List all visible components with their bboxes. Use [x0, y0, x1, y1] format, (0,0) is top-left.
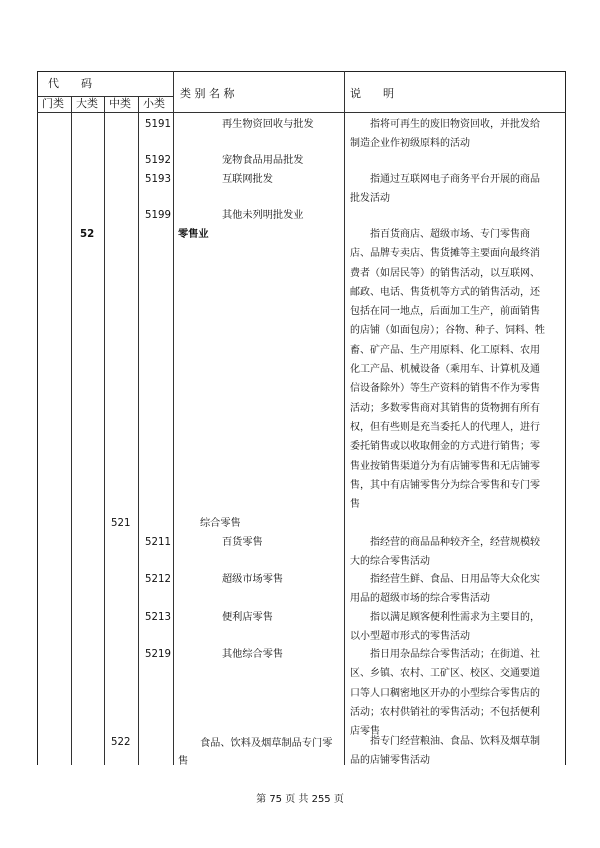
category-name: 食品、饮料及烟草制品专门零售 [178, 738, 333, 767]
category-desc: 指将可再生的废旧物资回收，并批发给制造企业作初级原料的活动 [350, 119, 540, 150]
category-desc: 指专门经营粮油、食品、饮料及烟草制品的店铺零售活动 [350, 736, 540, 767]
category-name: 综合零售 [200, 518, 241, 529]
code-zhong: 522 [111, 737, 131, 748]
category-desc: 指日用杂品综合零售活动；在街道、社区、乡镇、农村、工矿区、校区、交通要道口等人口稠密地区开办的小型综合零售店的活动；农村供销社的零售活动；不包括便利店零售 [350, 649, 540, 738]
header-da: 大类 [76, 97, 98, 110]
col-divider [344, 71, 345, 765]
code-da: 52 [80, 229, 95, 240]
header-xiao: 小类 [143, 97, 165, 110]
header-name: 类 别 名 称 [180, 87, 235, 100]
page-number: 第 75 页 共 255 页 [256, 794, 344, 805]
category-name: 零售业 [178, 229, 209, 240]
code-xiao: 5191 [145, 119, 171, 130]
code-xiao: 5212 [145, 574, 171, 585]
category-desc: 指百货商店、超级市场、专门零售商店、品牌专卖店、售货摊等主要面向最终消费者（如居民等）的销售活动，以互联网、邮政、电话、售货机等方式的销售活动，还包括在同一地点，后面加工生产，前面销售的店铺（如面包房）；谷物、种子、饲料、牲畜、矿产品、生产用原料、化工原料、农用化工产品、机械设备（乘用车、计算机及通信设备除外）等生产资料的销售不作为零售活动；多数零售商对其销售的货物拥有所有权，但有些则是充当委托人的代理人，进行委托销售或以收取佣金的方式进行销售；零售业按销售渠道分为有店铺零售和无店铺零售，其中有店铺零售分为综合零售和专门零售 [350, 229, 545, 511]
header-code: 代 码 [48, 77, 92, 90]
col-divider [71, 96, 72, 765]
code-xiao: 5213 [145, 612, 171, 623]
code-zhong: 521 [111, 518, 131, 529]
code-xiao: 5192 [145, 155, 171, 166]
header-men: 门类 [42, 97, 64, 110]
category-name: 其他综合零售 [222, 649, 284, 660]
category-name: 便利店零售 [222, 612, 273, 623]
col-divider [173, 71, 174, 765]
header-bottom-line [37, 112, 566, 113]
category-desc: 指经营生鲜、食品、日用品等大众化实用品的超级市场的综合零售活动 [350, 574, 540, 605]
code-xiao: 5211 [145, 537, 171, 548]
code-xiao: 5219 [145, 649, 171, 660]
col-divider [104, 96, 105, 765]
category-desc: 指经营的商品品种较齐全，经营规模较大的综合零售活动 [350, 537, 540, 568]
category-name: 宠物食品用品批发 [222, 155, 304, 166]
category-name: 再生物资回收与批发 [222, 119, 314, 130]
category-name: 其他未列明批发业 [222, 210, 304, 221]
category-name: 百货零售 [222, 537, 263, 548]
category-name: 互联网批发 [222, 174, 273, 185]
header-zhong: 中类 [109, 97, 131, 110]
header-desc: 说 明 [350, 87, 394, 100]
category-desc: 指以满足顾客便利性需求为主要目的，以小型超市形式的零售活动 [350, 612, 540, 643]
category-desc: 指通过互联网电子商务平台开展的商品批发活动 [350, 174, 540, 205]
col-divider [138, 96, 139, 765]
category-name: 超级市场零售 [222, 574, 284, 585]
code-xiao: 5193 [145, 174, 171, 185]
code-xiao: 5199 [145, 210, 171, 221]
